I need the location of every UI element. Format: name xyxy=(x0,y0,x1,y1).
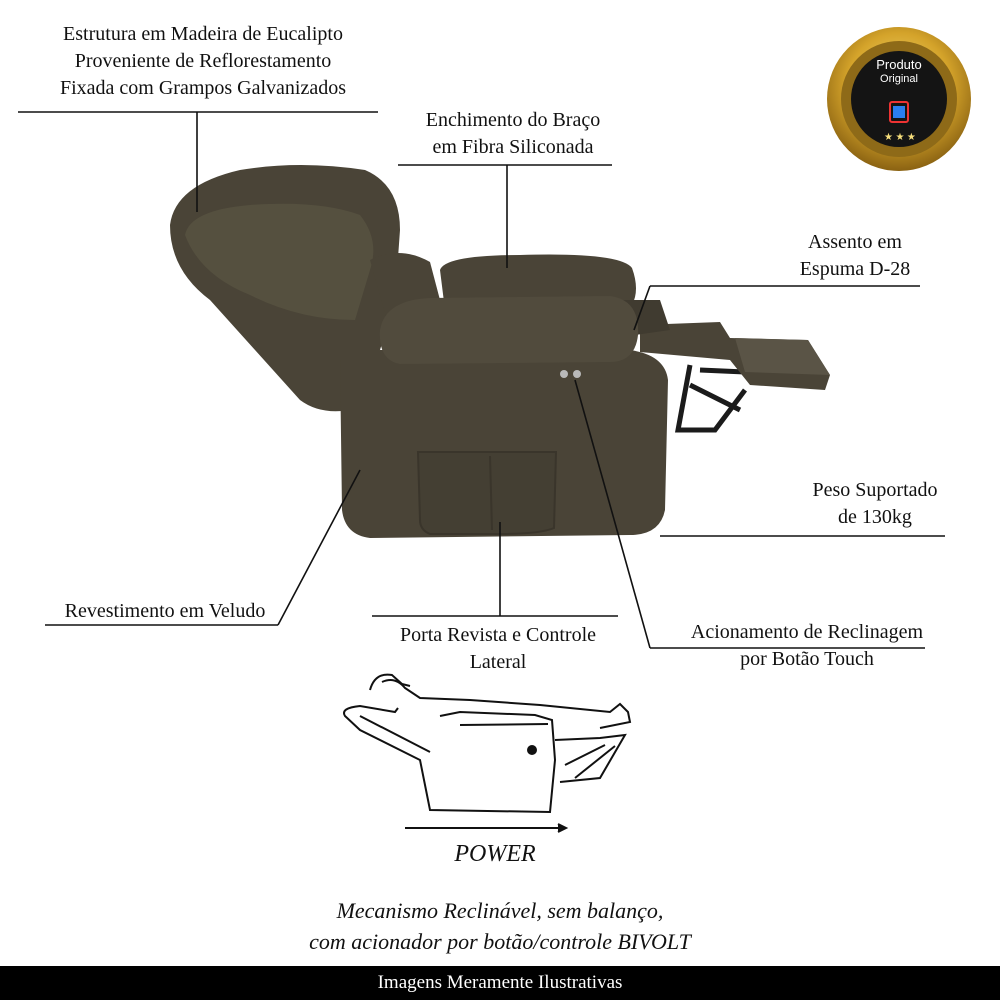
label-structure-line-1: Estrutura em Madeira de Eucalipto xyxy=(63,23,343,45)
label-arm xyxy=(398,107,628,161)
label-weight-line-2: de 130kg xyxy=(838,506,912,528)
near-arm xyxy=(380,296,638,364)
mechanism-line-2: com acionador por botão/controle BIVOLT xyxy=(309,929,691,954)
footer-disclaimer: Imagens Meramente Ilustrativas xyxy=(0,966,1000,1000)
diagram-title xyxy=(395,839,595,869)
label-structure xyxy=(18,21,388,102)
diagram-title-text: POWER xyxy=(454,841,536,867)
label-touch xyxy=(654,619,960,673)
label-touch-line-2: por Botão Touch xyxy=(740,648,874,670)
label-seat-line-2: Espuma D-28 xyxy=(799,258,911,280)
seal-line-2: Original xyxy=(880,73,918,85)
label-pocket-line-1: Porta Revista e Controle xyxy=(399,624,597,646)
original-product-seal xyxy=(824,24,974,174)
far-arm xyxy=(440,255,636,310)
label-arm-line-2: em Fibra Siliconada xyxy=(432,136,594,158)
label-cover-line-1: Revestimento em Veludo xyxy=(64,600,266,622)
chair-body xyxy=(340,350,668,538)
label-touch-line-1: Acionamento de Reclinagem xyxy=(690,621,924,643)
footrest xyxy=(640,322,830,390)
label-pocket xyxy=(368,622,628,676)
label-arm-line-1: Enchimento do Braço xyxy=(425,109,601,131)
label-structure-line-2: Proveniente de Reflorestamento xyxy=(74,50,332,72)
label-weight xyxy=(770,477,980,531)
label-cover xyxy=(45,598,285,625)
seal-line-1: Produto xyxy=(876,57,922,72)
backrest xyxy=(170,165,400,411)
label-pocket-line-2: Lateral xyxy=(469,651,527,673)
label-structure-line-3: Fixada com Grampos Galvanizados xyxy=(59,77,347,99)
power-recliner-diagram xyxy=(344,675,630,832)
touch-button xyxy=(560,370,568,378)
seal-text xyxy=(824,58,974,86)
label-weight-line-1: Peso Suportado xyxy=(812,479,938,501)
seal-icon xyxy=(824,24,974,174)
magazine-pocket xyxy=(418,452,556,534)
mechanism-line-1: Mecanismo Reclinável, sem balanço, xyxy=(336,898,664,923)
recline-mechanism xyxy=(678,365,745,430)
label-seat-line-1: Assento em xyxy=(808,231,902,253)
mechanism-caption xyxy=(200,895,800,957)
label-seat xyxy=(760,229,950,283)
svg-text:★ ★ ★: ★ ★ ★ xyxy=(884,132,916,143)
